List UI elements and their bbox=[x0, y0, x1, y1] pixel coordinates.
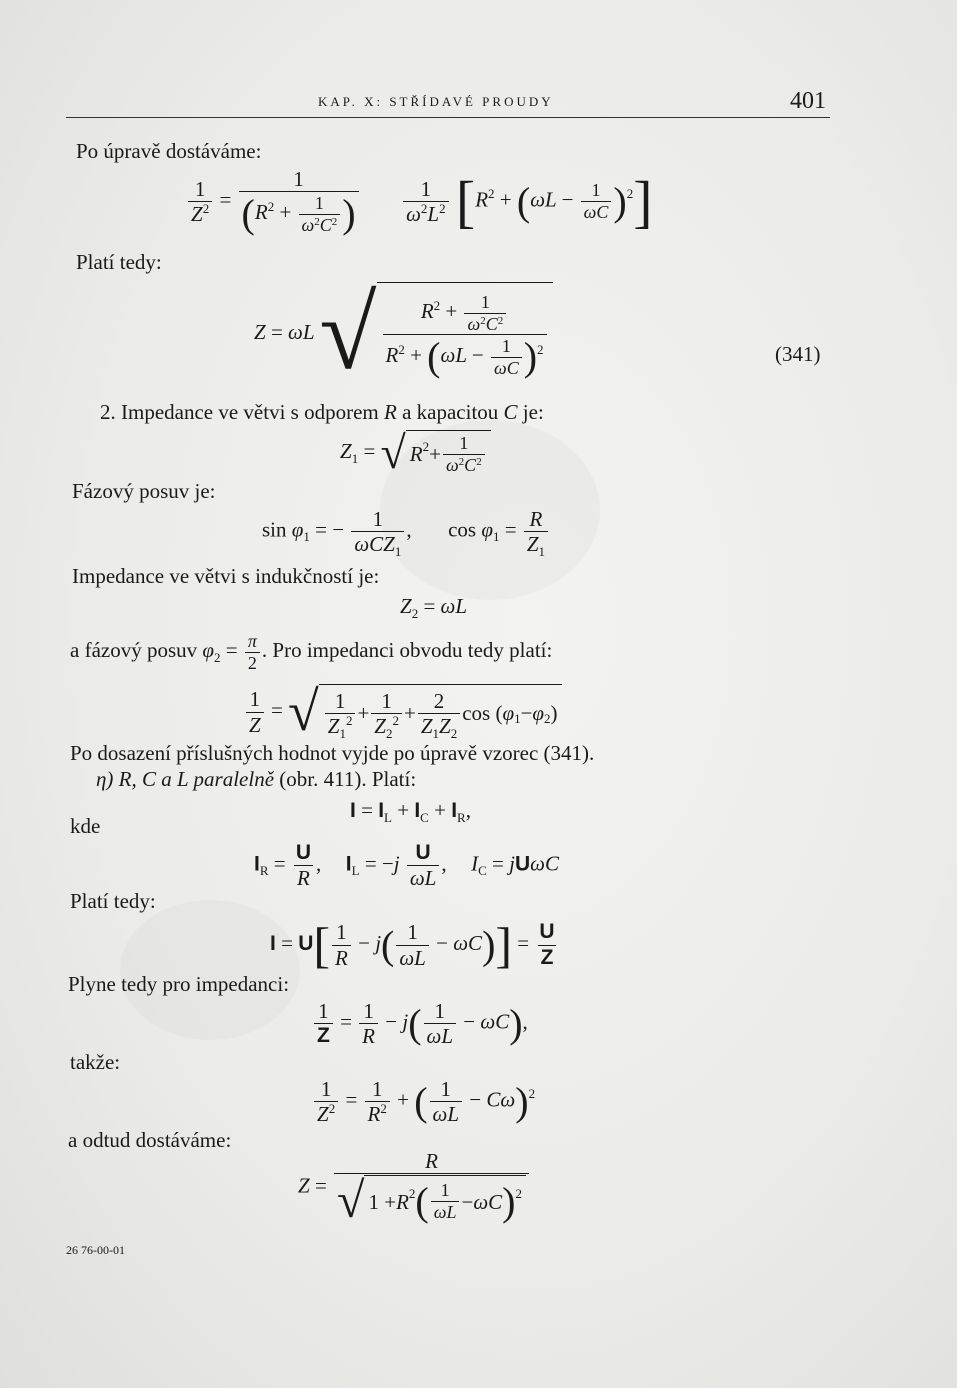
equation-1-over-z-complex: $\frac{1}{Z}$ = $\frac{1}{R}$ − j( $\frac{1}{\omega L}$ − ωC), bbox=[312, 1000, 528, 1047]
equation-z2: $Z_2 = \omega L$ bbox=[400, 594, 468, 621]
item2-C: C bbox=[503, 400, 518, 424]
paragraph-eta bbox=[96, 767, 416, 792]
header-rule bbox=[66, 117, 830, 118]
paragraph-takze: takže: bbox=[70, 1050, 121, 1074]
equation-branch-currents: $I_R$ = $\frac{U}{R}$ , $I_L = -j$ $\frac{U}{\omega L}$ , $I_C = jU\omega C$ bbox=[254, 841, 559, 891]
equation-341: Z = ωL √ $R^2$ + $\frac{1}{\omega^2C^2}$ $R^2 + (\omega L$ − $\frac{1}{\omega C}$ )$^2$ bbox=[254, 282, 553, 386]
paragraph-po-uprave: Po úpravě dostáváme: bbox=[76, 139, 262, 163]
equation-1-over-z: $\frac{1}{Z}$ = √ $\frac{1}{Z_1^2}$ + $\frac{1}{Z_2^2}$ + $\frac{2}{Z_1Z_2}$ cos ( φ 1 − φ 2 ) bbox=[244, 684, 562, 740]
a-fazovy-text: a fázový posuv bbox=[70, 638, 198, 663]
running-header: KAP. X: STŘÍDAVÉ PROUDY bbox=[318, 94, 554, 109]
equation-1-over-z-squared: $\frac{1}{Z^2}$ = 1 ($R^2$ + $\frac{1}{\omega^2C^2}$ ) $\frac{1}{\omega^2L^2}$ [$R^2 + (\omega L$ − $\frac{1}{\omega C}$ )$^2$] bbox=[186, 168, 653, 235]
paragraph-plati-tedy: Platí tedy: bbox=[76, 250, 162, 274]
paragraph-a-odtud: a odtud dostáváme: bbox=[68, 1128, 232, 1152]
equation-z1: $Z_1$ = √ R 2 + $\frac{1}{\omega^2C^2}$ bbox=[340, 430, 491, 476]
item2-R: R bbox=[384, 400, 397, 424]
pro-impedanci-text: . Pro impedanci obvodu tedy platí: bbox=[261, 638, 553, 663]
paragraph-impedance-indukcnosti: Impedance ve větvi s indukčností je: bbox=[72, 564, 380, 588]
paragraph-plati-tedy-2: Platí tedy: bbox=[70, 889, 156, 913]
paragraph-a-fazovy-posuv: a fázový posuv $\varphi_2$ = $\frac{\pi}{2}$ . Pro impedanci obvodu tedy platí: bbox=[70, 631, 553, 673]
equation-current-sum: $I = I_L + I_C + I_R$, bbox=[350, 798, 471, 825]
paragraph-kde: kde bbox=[70, 814, 101, 838]
page-number: 401 bbox=[790, 88, 826, 114]
equation-total-current: I = U[ $\frac{1}{R}$ − j( $\frac{1}{\omega L}$ − ωC)] = $\frac{U}{Z}$ bbox=[270, 917, 555, 973]
paragraph-plyne: Plyne tedy pro impedanci: bbox=[68, 972, 290, 996]
item2-a: a kapacitou bbox=[402, 400, 499, 424]
paragraph-fazovy-posuv: Fázový posuv je: bbox=[72, 479, 216, 503]
paragraph-item-2 bbox=[100, 400, 544, 425]
printer-signature: 26 76-00-01 bbox=[66, 1243, 125, 1257]
eta-label: η) R, C a L paralelně bbox=[96, 767, 275, 791]
item2-je: je: bbox=[522, 400, 544, 424]
paragraph-po-dosazeni: Po dosazení příslušných hodnot vyjde po úpravě vzorec (341). bbox=[70, 741, 595, 765]
equation-1-over-z-squared-parallel: $\frac{1}{Z^2}$ = $\frac{1}{R^2}$ + ( $\frac{1}{\omega L}$ − Cω)$^2$ bbox=[312, 1078, 535, 1125]
equation-number-341: (341) bbox=[775, 342, 821, 366]
item2-text: 2. Impedance ve větvi s odporem bbox=[100, 400, 379, 424]
equation-sin-cos-phi1: $\sin \varphi_1$ = − $\frac{1}{\omega CZ_1}$ , $\cos \varphi_1$ = $\frac{R}{Z_1}$ bbox=[262, 508, 550, 555]
equation-z-parallel: Z = R √ 1 + R 2 ( $\frac{1}{\omega L}$ − ωC ) 2 bbox=[298, 1150, 531, 1225]
eta-rest: (obr. 411). Platí: bbox=[279, 767, 417, 791]
